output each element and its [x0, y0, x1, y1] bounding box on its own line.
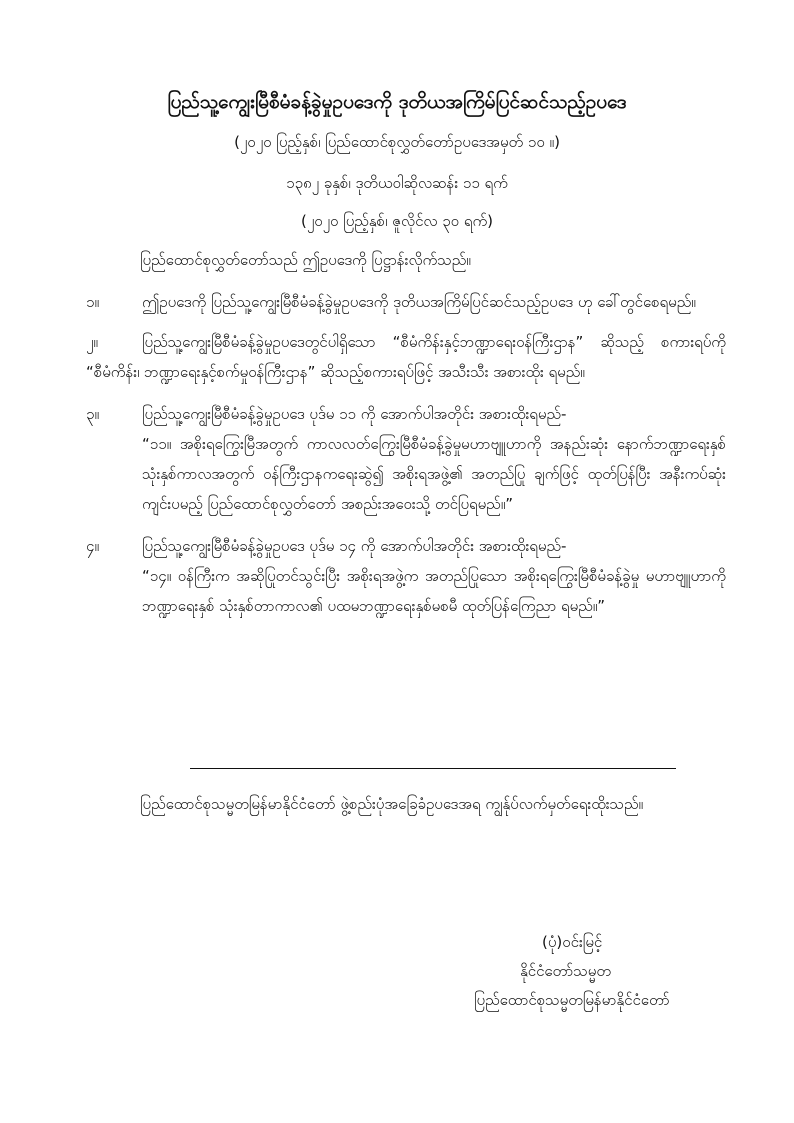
signatory-name: (ပုံ)ဝင်းမြင့်: [542, 933, 603, 951]
section-lead: ပြည်သူ့ကျွေးမြီစီမံခန့်ခွဲမှုဥပဒေ ပုဒ်မ ၁၄ ကို အောက်ပါအတိုင်း အစားထိုးရမည်-: [142, 537, 567, 555]
section-number: ၃။: [86, 405, 99, 423]
section-4: [86, 531, 726, 621]
law-number: (၂၀၂၀ ပြည့်နှစ်၊ ပြည်ထောင်စုလွှတ်တော်ဥပဒေအမှတ် ၁၀ ။): [234, 133, 560, 151]
section-text: ဤဥပဒေကို ပြည်သူ့ကျွေးမြီစီမံခန့်ခွဲမှုဥပဒေကို ဒုတိယအကြိမ်ပြင်ဆင်သည့်ဥပဒေ ဟု ခေါ်တွင်စေရမည်။: [142, 293, 696, 311]
separator-line: [190, 768, 676, 769]
signatory-title: နိုင်ငံတော်သမ္မတ: [520, 962, 611, 980]
section-number: ၄။: [86, 537, 99, 555]
closing-statement: ပြည်ထောင်စုသမ္မတမြန်မာနိုင်ငံတော် ဖွဲ့စည်းပုံအခြေခံဥပဒေအရ ကျွန်ုပ်လက်မှတ်ရေးထိုးသည်။: [140, 795, 644, 813]
section-lead: ပြည်သူ့ကျွေးမြီစီမံခန့်ခွဲမှုဥပဒေ ပုဒ်မ ၁၁ ကို အောက်ပါအတိုင်း အစားထိုးရမည်-: [142, 405, 567, 423]
date-myanmar: ၁၃၈၂ ခုနှစ်၊ ဒုတိယဝါဆိုလဆန်း ၁၁ ရက်: [286, 174, 508, 192]
section-1: [86, 287, 726, 317]
document-title: ပြည်သူ့ကျွေးမြီစီမံခန့်ခွဲမှုဥပဒေကို ဒုတိယအကြိမ်ပြင်ဆင်သည့်ဥပဒေ: [167, 91, 627, 113]
sections: [86, 287, 726, 633]
section-3: [86, 399, 726, 519]
section-number: ၁။: [86, 293, 99, 311]
section-quote: “၁၁။ အစိုးရကြွေးမြီအတွက် ကာလလတ်ကြွေးမြီစီမံခန့်ခွဲမှုမဟာဗျူဟာကို အနည်းဆုံး နောက်ဘဏ္ဍာရေးနှစ် သုံးနှစ်ကာလအတွက် ဝန်ကြီးဌာနကရေးဆွဲ၍ အစိုးရအဖွဲ့၏ အတည်ပြု ချက်ဖြင့် ထုတ်ပြန်ပြီး အနီးကပ်ဆုံးကျင်းပမည့် ပြည်ထောင်စုလွှတ်တော် အစည်းအဝေးသို့ တင်ပြရမည်။”: [142, 435, 726, 513]
date-gregorian: (၂၀၂၀ ပြည့်နှစ်၊ ဇူလိုင်လ ၃၀ ရက်): [300, 212, 494, 230]
section-2: [86, 327, 726, 387]
section-text: ပြည်သူ့ကျွေးမြီစီမံခန့်ခွဲမှုဥပဒေတွင်ပါရှိသော “စီမံကိန်းနှင့်ဘဏ္ဍာရေးဝန်ကြီးဌာန” ဆိုသည့် စကားရပ်ကို “စီမံကိန်း၊ ဘဏ္ဍာရေးနှင့်စက်မှုဝန်ကြီးဌာန” ဆိုသည့်စကားရပ်ဖြင့် အသီးသီး အစားထိုး ရမည်။: [86, 333, 726, 381]
section-number: ၂။: [86, 333, 98, 351]
section-quote: “၁၄။ ဝန်ကြီးက အဆိုပြုတင်သွင်းပြီး အစိုးရအဖွဲ့က အတည်ပြုသော အစိုးရကြွေးမြီစီမံခန့်ခွဲမှု မဟာဗျူဟာကို ဘဏ္ဍာရေးနှစ် သုံးနှစ်တာကာလ၏ ပထမဘဏ္ဍာရေးနှစ်မစမီ ထုတ်ပြန်ကြေညာ ရမည်။”: [142, 567, 726, 615]
signatory-organization: ပြည်ထောင်စုသမ္မတမြန်မာနိုင်ငံတော်: [474, 991, 670, 1009]
preamble: ပြည်ထောင်စုလွှတ်တော်သည် ဤဥပဒေကို ပြဋ္ဌာန်းလိုက်သည်။: [140, 251, 471, 269]
signature-block: [474, 928, 734, 1015]
